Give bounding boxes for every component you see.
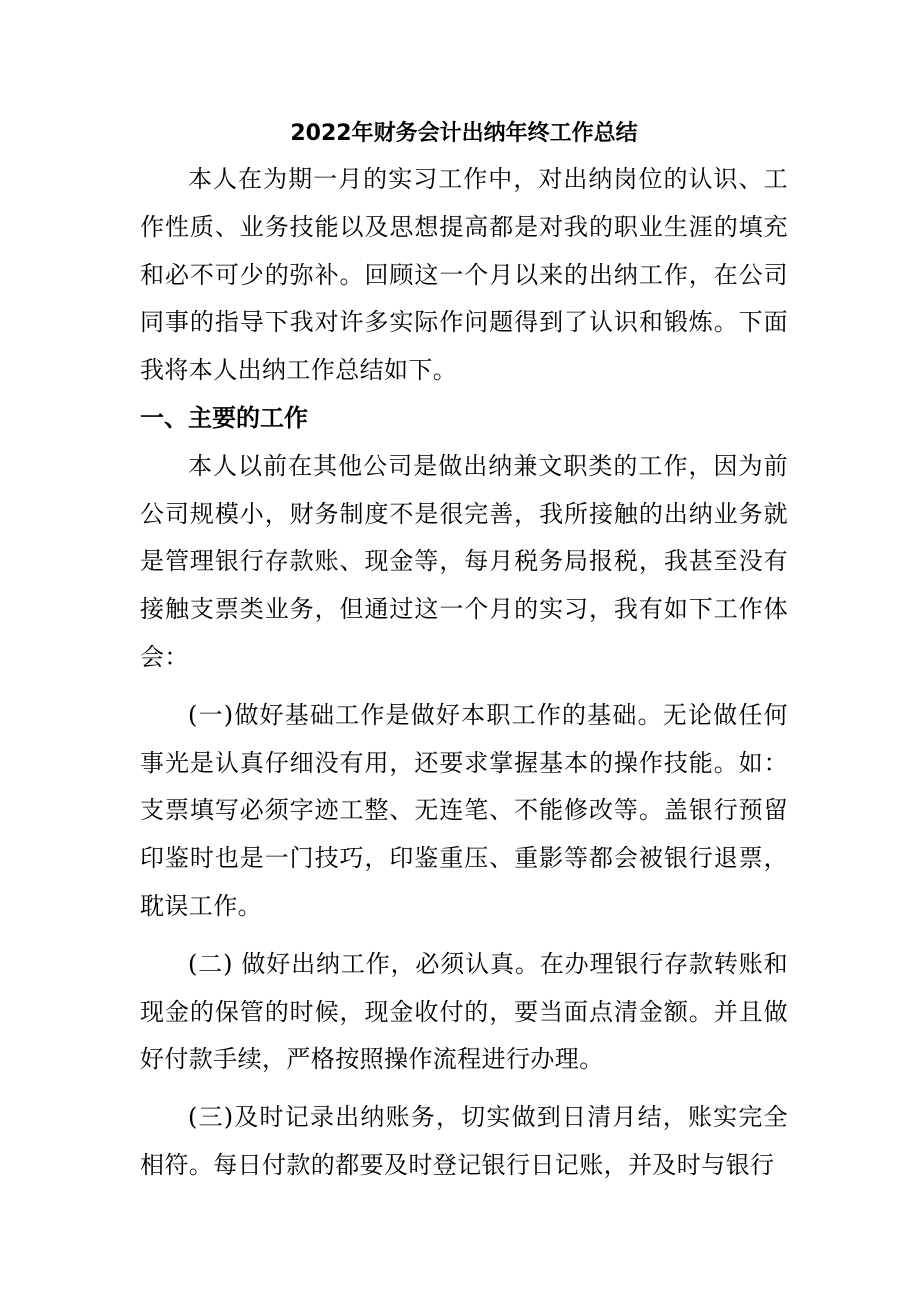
section-paragraph: 本人以前在其他公司是做出纳兼文职类的工作，因为前公司规模小，财务制度不是很完善，我所接触的出纳业务就是管理银行存款账、现金等，每月税务局报税，我甚至没有接触支票类业务，但通过这一个月的实习，我有如下工作体会： xyxy=(140,451,788,671)
page-title: 2022年财务会计出纳年终工作总结 xyxy=(290,121,638,146)
intro-paragraph: 本人在为期一月的实习工作中，对出纳岗位的认识、工作性质、业务技能以及思想提高都是对我的职业生涯的填充和必不可少的弥补。回顾这一个月以来的出纳工作，在公司同事的指导下我对许多实际作问题得到了认识和锻炼。下面我将本人出纳工作总结如下。 xyxy=(140,165,788,385)
document-body xyxy=(140,118,788,1190)
list-item-1: (一)做好基础工作是做好本职工作的基础。无论做任何事光是认真仔细没有用，还要求掌握基本的操作技能。如：支票填写必须字迹工整、无连笔、不能修改等。盖银行预留印鉴时也是一门技巧，印鉴重压、重影等都会被银行退票，耽误工作。 xyxy=(140,700,788,920)
section-heading: 一、主要的工作 xyxy=(140,403,308,432)
list-item-2: (二) 做好出纳工作，必须认真。在办理银行存款转账和现金的保管的时候，现金收付的，要当面点清金额。并且做好付款手续，严格按照操作流程进行办理。 xyxy=(140,949,788,1074)
list-item-3: (三)及时记录出纳账务，切实做到日清月结，账实完全相符。每日付款的都要及时登记银行日记账，并及时与银行 xyxy=(140,1103,788,1179)
